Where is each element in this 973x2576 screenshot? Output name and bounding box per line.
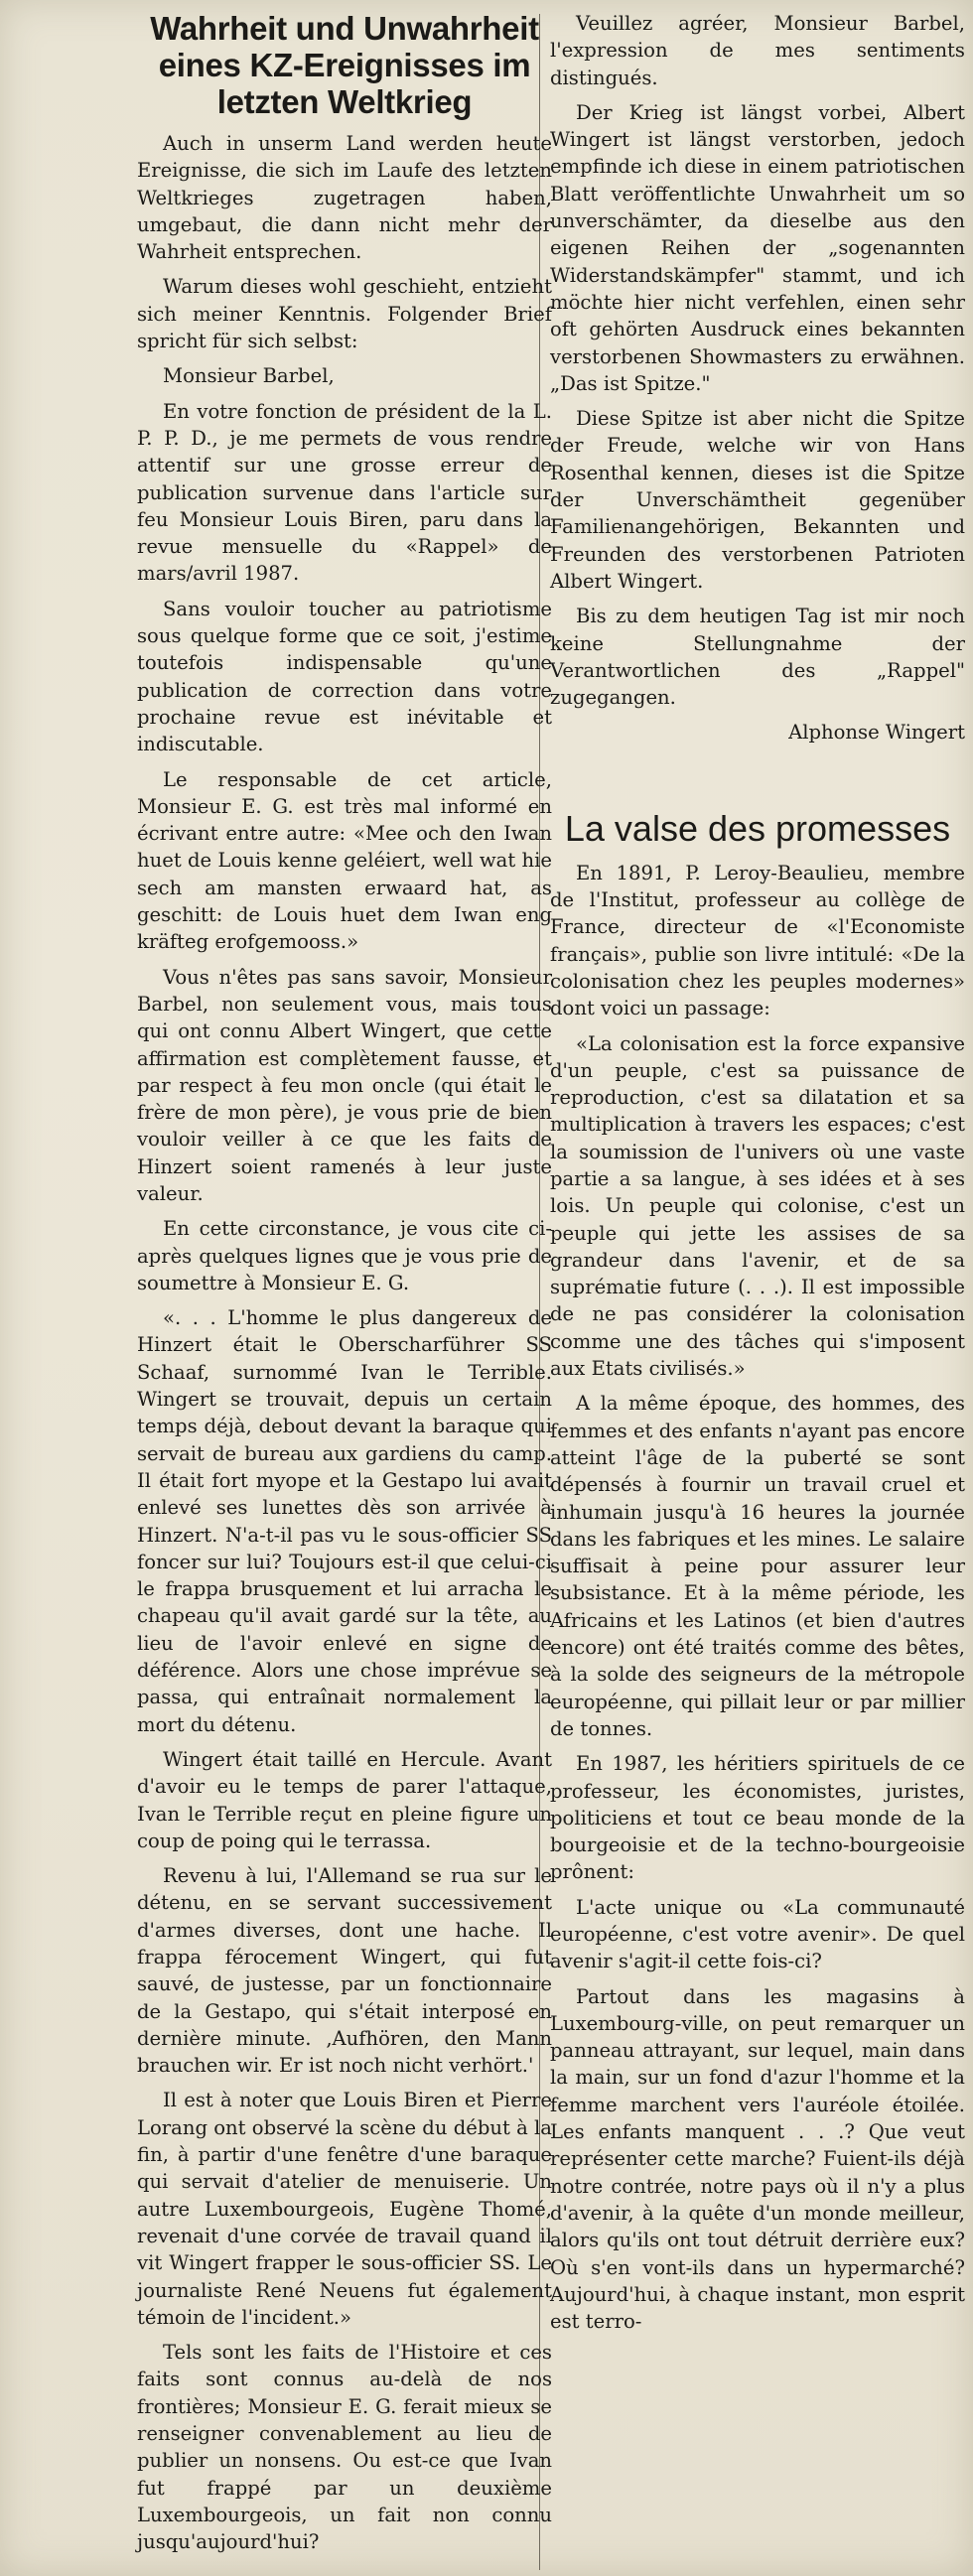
- paragraph: L'acte unique ou «La communauté européenne, c'est votre avenir». De quel avenir s'agit-il cette fois-ci?: [550, 1895, 965, 1973]
- paragraph: Vous n'êtes pas sans savoir, Monsieur Barbel, non seulement vous, mais tous qui ont connu Albert Wingert, que cette affirmation est complètement fausse, et par respect à feu mon oncle (qui était le frère de mon père), je vous prie de bien vouloir veiller à ce que les faits de Hinzert soient ramenés à leur juste valeur.: [137, 965, 552, 1205]
- quoted-paragraph: «La colonisation est la force expansive d'un peuple, c'est sa puissance de reproduction, c'est sa dilatation et sa multiplication à travers les espaces; c'est la soumission de l'univers où une vaste partie a sa langue, à ses idées et à ses lois. Un peuple qui colonise, c'est un peuple qui jette les assises de sa grandeur dans l'avenir, et de sa suprématie future (. . .). Il est impossible de ne pas considérer la colonisation comme une des tâches qui s'imposent aux Etats civilisés.»: [550, 1031, 965, 1381]
- paragraph: Der Krieg ist längst vorbei, Albert Wingert ist längst verstorben, jedoch empfinde ich diese in einem patriotischen Blatt veröffentlichte Unwahrheit um so unverschämter, da dieselbe aus den eigenen Reihen der „sogenannten Widerstandskämpfer" stammt, und ich möchte hier nicht verfehlen, einen sehr oft gehörten Ausdruck eines bekannten verstorbenen Showmasters zu erwähnen. „Das ist Spitze.": [550, 100, 965, 395]
- paragraph: Veuillez agréer, Monsieur Barbel, l'expression de mes sentiments distingués.: [550, 12, 965, 89]
- right-column: [550, 10, 965, 2343]
- paragraph: Tels sont les faits de l'Histoire et ces faits sont connus au-delà de nos frontières; Monsieur E. G. ferait mieux se renseigner convenablement au lieu de publier un nonsens. Ou est-ce que Ivan fut frappé par un deuxième Luxembourgeois, un fait non connu jusqu'aujourd'hui?: [137, 2341, 552, 2554]
- paragraph: En 1987, les héritiers spirituels de ce professeur, les économistes, juristes, politiciens et tout ce beau monde de la bourgeoisie et de la techno-bourgeoisie prônent:: [550, 1752, 965, 1884]
- paragraph: Warum dieses wohl geschieht, entzieht sich meiner Kenntnis. Folgender Brief spricht für sich selbst:: [137, 275, 552, 353]
- paragraph: En 1891, P. Leroy-Beaulieu, membre de l'Institut, professeur au collège de France, directeur de «l'Economiste français», publie son livre intitulé: «De la colonisation chez les peuples modernes» dont voici un passage:: [550, 861, 965, 1020]
- paragraph: Sans vouloir toucher au patriotisme sous quelque forme que ce soit, j'estime toutefois indispensable qu'une publication de correction dans votre prochaine revue est inévitable et indiscutable.: [137, 597, 552, 756]
- letter-salutation: Monsieur Barbel,: [163, 364, 335, 388]
- paragraph: Auch in unserm Land werden heute Ereignisse, die sich im Laufe des letzten Weltkrieges zugetragen haben, umgebaut, die dann nicht mehr der Wahrheit entsprechen.: [137, 132, 552, 264]
- author-signature: Alphonse Wingert: [788, 721, 965, 745]
- quoted-paragraph: «. . . L'homme le plus dangereux de Hinzert était le Oberscharführer SS Schaaf, surnommé Ivan le Terrible. Wingert se trouvait, depuis un certain temps déjà, debout devant la baraque qui servait de bureau aux gardiens du camp. Il était fort myope et la Gestapo lui avait enlevé ses lunettes dès son arrivée à Hinzert. N'a-t-il pas vu le sous-officier SS foncer sur lui? Toujours est-il que celui-ci le frappa brusquement et lui arracha le chapeau qu'il avait gardé sur la tête, au lieu de l'avoir enlevé en signe de déférence. Alors une chose imprévue se passa, qui entraînait normalement la mort du détenu.: [137, 1306, 552, 1736]
- article-spacer: [550, 754, 965, 808]
- left-column: [137, 10, 552, 2564]
- paragraph: Diese Spitze ist aber nicht die Spitze der Freude, welche wir von Hans Rosenthal kennen, dieses ist die Spitze der Unverschämtheit gegenüber Familienangehörigen, Bekannten und Freunden des verstorbenen Patrioten Albert Wingert.: [550, 407, 965, 593]
- paragraph: Bis zu dem heutigen Tag ist mir noch keine Stellungnahme der Verantwortlichen des „Rappel" zugegangen.: [550, 605, 965, 710]
- paragraph: Partout dans les magasins à Luxembourg-ville, on peut remarquer un panneau attrayant, sur lequel, main dans la main, sur un fond d'azur l'homme et la femme marchent vers l'auréole étoilée. Les enfants manquent . . .? Que veut représenter cette marche? Fuient-ils déjà notre contrée, notre pays où il n'y a plus d'avenir, à la quête d'un monde meilleur, alors qu'ils ont tout détruit derrière eux? Où s'en vont-ils dans un hypermarché? Aujourd'hui, à chaque instant, mon esprit est terro-: [550, 1984, 965, 2334]
- paragraph: Le responsable de cet article, Monsieur E. G. est très mal informé en écrivant entre autre: «Mee och den Iwan huet de Louis kenne geléiert, well wat hie sech am mansten erwaard hat, as geschitt: de Louis huet dem Iwan eng kräfteg erofgemooss.»: [137, 767, 552, 954]
- paragraph: En votre fonction de président de la L. P. P. D., je me permets de vous rendre attentif sur une grosse erreur de publication survenue dans l'article sur feu Monsieur Louis Biren, paru dans la revue mensuelle du «Rappel» de mars/avril 1987.: [137, 399, 552, 586]
- paragraph: A la même époque, des hommes, des femmes et des enfants n'ayant pas encore atteint l'âge de la puberté se sont dépensés à fournir un travail cruel et inhumain jusqu'à 16 heures la journée dans les fabriques et les mines. Le salaire suffisait à peine pour assurer leur subsistance. Et à la même période, les Africains et les Latinos (et bien d'autres encore) ont été traités comme des bêtes, à la solde des seigneurs de la métropole européenne, qui pillait leur or par millier de tonnes.: [550, 1392, 965, 1740]
- quoted-paragraph: Revenu à lui, l'Allemand se rua sur le détenu, en se servant successivement d'armes diverses, dont une hache. Il frappa férocement Wingert, qui fut sauvé, de justesse, par un fonctionnaire de la Gestapo, qui s'était interposé en dernière minute. ‚Aufhören, den Mann brauchen wir. Er ist noch nicht verhört.': [137, 1864, 552, 2078]
- article-headline: La valse des promesses: [564, 807, 951, 849]
- article-headline: Wahrheit und Unwahrheit eines KZ-Ereignisses im letzten Weltkrieg: [150, 10, 539, 120]
- quoted-paragraph: Wingert était taillé en Hercule. Avant d'avoir eu le temps de parer l'attaque, Ivan le Terrible reçut en pleine figure un coup de poing qui le terrassa.: [137, 1747, 552, 1852]
- paragraph: En cette circonstance, je vous cite ci-après quelques lignes que je vous prie de soumettre à Monsieur E. G.: [137, 1217, 552, 1294]
- quoted-paragraph: Il est à noter que Louis Biren et Pierre Lorang ont observé la scène du début à la fin, à partir d'une fenêtre d'une baraque qui servait d'atelier de menuiserie. Un autre Luxembourgeois, Eugène Thomé, revenait d'une corvée de travail quand il vit Wingert frapper le sous-officier SS. Le journaliste René Neuens fut également témoin de l'incident.»: [137, 2089, 552, 2329]
